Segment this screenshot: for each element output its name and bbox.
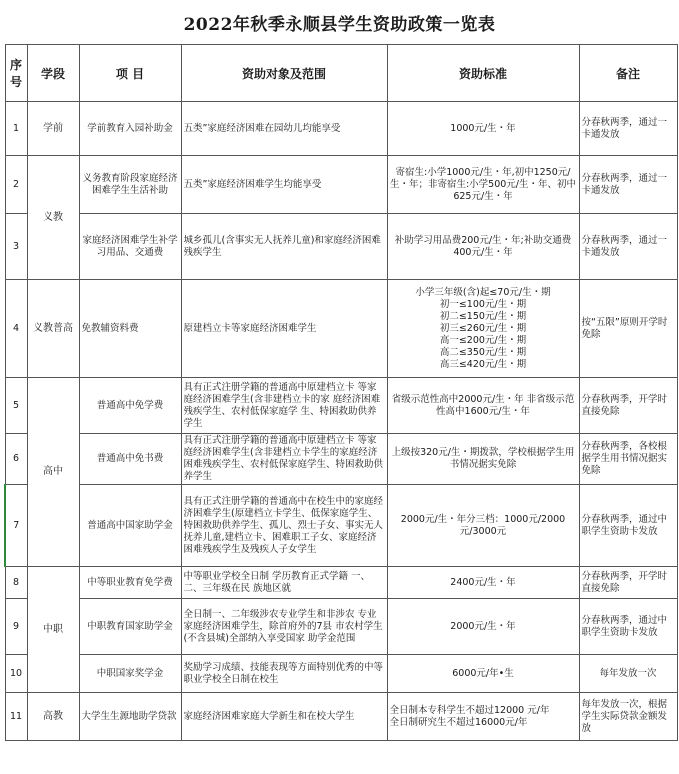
stage-cell: 义教普高 — [27, 280, 79, 378]
note-cell: 每年发放一次 — [579, 655, 677, 693]
note-cell: 分春秋两季，各校根据学生用书情况据实免除 — [579, 434, 677, 485]
seq-cell: 1 — [5, 102, 27, 156]
seq-cell: 4 — [5, 280, 27, 378]
project-cell: 学前教育入园补助金 — [79, 102, 181, 156]
table-row — [5, 102, 677, 156]
standard-cell: 2000元/生・年 — [387, 599, 579, 655]
standard-cell: 6000元/年•生 — [387, 655, 579, 693]
header-target: 资助对象及范围 — [181, 45, 387, 102]
standard-line: 初二≤150元/生・期 — [439, 310, 527, 322]
note-cell: 分春秋两季，通过一卡通发放 — [579, 102, 677, 156]
standard-cell: 上级按320元/生・期拨款，学校根据学生用书情况据实免除 — [387, 434, 579, 485]
target-cell: 五类”家庭经济困难学生均能享受 — [181, 156, 387, 214]
target-cell: 奖励学习成绩、技能表现等方面特别优秀的中等职业学校全日制在校生 — [181, 655, 387, 693]
project-cell: 大学生生源地助学贷款 — [79, 693, 181, 741]
stage-cell: 高教 — [27, 693, 79, 741]
header-note: 备注 — [579, 45, 677, 102]
table-row — [5, 655, 677, 693]
note-cell: 分春秋两季，通过一卡通发放 — [579, 156, 677, 214]
table-row — [5, 280, 677, 378]
table-row — [5, 156, 677, 214]
target-cell: 具有正式注册学籍的普通高中原建档立卡 等家庭经济困难学生(含非建档立卡学生的家庭经济困难残疾学生、农村低保家庭学生、特困救助供养学生 — [181, 434, 387, 485]
seq-cell: 3 — [5, 214, 27, 280]
policy-table — [4, 44, 678, 741]
seq-cell: 7 — [5, 485, 27, 567]
standard-line: 高三≤420元/生・期 — [439, 358, 527, 370]
project-cell: 中等职业教育免学费 — [79, 567, 181, 599]
standard-cell: 1000元/生・年 — [387, 102, 579, 156]
seq-cell: 2 — [5, 156, 27, 214]
standard-cell: 省级示范性高中2000元/生・年 非省级示范性高中1600元/生・年 — [387, 378, 579, 434]
table-row — [5, 434, 677, 485]
project-cell: 中职国家奖学金 — [79, 655, 181, 693]
table-row — [5, 485, 677, 567]
table-row — [5, 567, 677, 599]
seq-cell: 6 — [5, 434, 27, 485]
stage-cell: 高中 — [27, 378, 79, 567]
note-cell: 分春秋两季，通过中职学生资助卡发放 — [579, 599, 677, 655]
page-title: 2022年秋季永顺县学生资助政策一览表 — [183, 14, 496, 35]
standard-cell — [387, 693, 579, 741]
seq-cell: 11 — [5, 693, 27, 741]
stage-cell: 学前 — [27, 102, 79, 156]
standard-cell — [387, 280, 579, 378]
project-cell: 义务教育阶段家庭经济困难学生生活补助 — [79, 156, 181, 214]
note-cell: 分春秋两季，开学时直接免除 — [579, 567, 677, 599]
project-cell: 普通高中免学费 — [79, 378, 181, 434]
seq-cell: 8 — [5, 567, 27, 599]
table-row — [5, 378, 677, 434]
table-row — [5, 693, 677, 741]
project-cell: 中职教育国家助学金 — [79, 599, 181, 655]
header-stage: 学段 — [27, 45, 79, 102]
note-cell: 分春秋两季，通过中职学生资助卡发放 — [579, 485, 677, 567]
standard-line: 高二≤350元/生・期 — [439, 346, 527, 358]
target-cell: 城乡孤儿(含事实无人抚养儿童)和家庭经济困难残疾学生 — [181, 214, 387, 280]
project-cell: 免教辅资料费 — [79, 280, 181, 378]
target-cell: 全日制一、二年级涉农专业学生和非涉农 专业家庭经济困难学生，除首府外的7县 市农村学生(不含县城)全部纳入享受国家 助学金范围 — [181, 599, 387, 655]
header-seq: 序号 — [5, 45, 27, 102]
target-cell: 五类”家庭经济困难在园幼儿均能享受 — [181, 102, 387, 156]
target-cell: 具有正式注册学籍的普通高中在校生中的家庭经济困难学生(原建档立卡学生、低保家庭学生、特困救助供养学生、孤儿、烈士子女、事实无人抚养儿童,建档立卡、困难职工子女、家庭经济困难残疾学生及残疾人子女学生 — [181, 485, 387, 567]
standard-cell: 2400元/生・年 — [387, 567, 579, 599]
project-cell: 家庭经济困难学生补学习用品、交通费 — [79, 214, 181, 280]
stage-cell: 中职 — [27, 567, 79, 693]
note-cell: 按“五限”原则开学时免除 — [579, 280, 677, 378]
standard-line: 初一≤100元/生・期 — [439, 298, 527, 310]
header-project: 项 目 — [79, 45, 181, 102]
header-standard: 资助标准 — [387, 45, 579, 102]
standard-line: 小学三年级(含)起≤70元/生・期 — [415, 286, 551, 298]
standard-line: 全日制研究生不超过16000元/年 — [389, 716, 528, 728]
note-cell: 分春秋两季，通过一卡通发放 — [579, 214, 677, 280]
table-row — [5, 214, 677, 280]
standard-line: 高一≤200元/生・期 — [439, 334, 527, 346]
note-cell: 分春秋两季，开学时直接免除 — [579, 378, 677, 434]
seq-cell: 10 — [5, 655, 27, 693]
seq-cell: 9 — [5, 599, 27, 655]
header-row — [5, 45, 677, 102]
note-cell: 每年发放一次，根据学生实际贷款金额发放 — [579, 693, 677, 741]
target-cell: 原建档立卡等家庭经济困难学生 — [181, 280, 387, 378]
standard-cell: 寄宿生:小学1000元/生・年,初中1250元/生・年；非寄宿生:小学500元/生・年、初中625元/生・年 — [387, 156, 579, 214]
project-cell: 普通高中国家助学金 — [79, 485, 181, 567]
standard-line: 初三≤260元/生・期 — [439, 322, 527, 334]
project-cell: 普通高中免书费 — [79, 434, 181, 485]
standard-cell: 2000元/生・年分三档：1000元/2000元/3000元 — [387, 485, 579, 567]
stage-cell: 义教 — [27, 156, 79, 280]
target-cell: 具有正式注册学籍的普通高中原建档立卡 等家庭经济困难学生(含非建档立卡的家 庭经济困难残疾学生、农村低保家庭学 生、特困救助供养学生 — [181, 378, 387, 434]
seq-cell: 5 — [5, 378, 27, 434]
target-cell: 中等职业学校全日制 学历教育正式学籍 一、二、三年级在民 族地区就 — [181, 567, 387, 599]
standard-line: 全日制本专科学生不超过12000 元/年 — [389, 704, 550, 716]
target-cell: 家庭经济困难家庭大学新生和在校大学生 — [181, 693, 387, 741]
table-row — [5, 599, 677, 655]
standard-cell: 补助学习用品费200元/生・年;补助交通费400元/生・年 — [387, 214, 579, 280]
